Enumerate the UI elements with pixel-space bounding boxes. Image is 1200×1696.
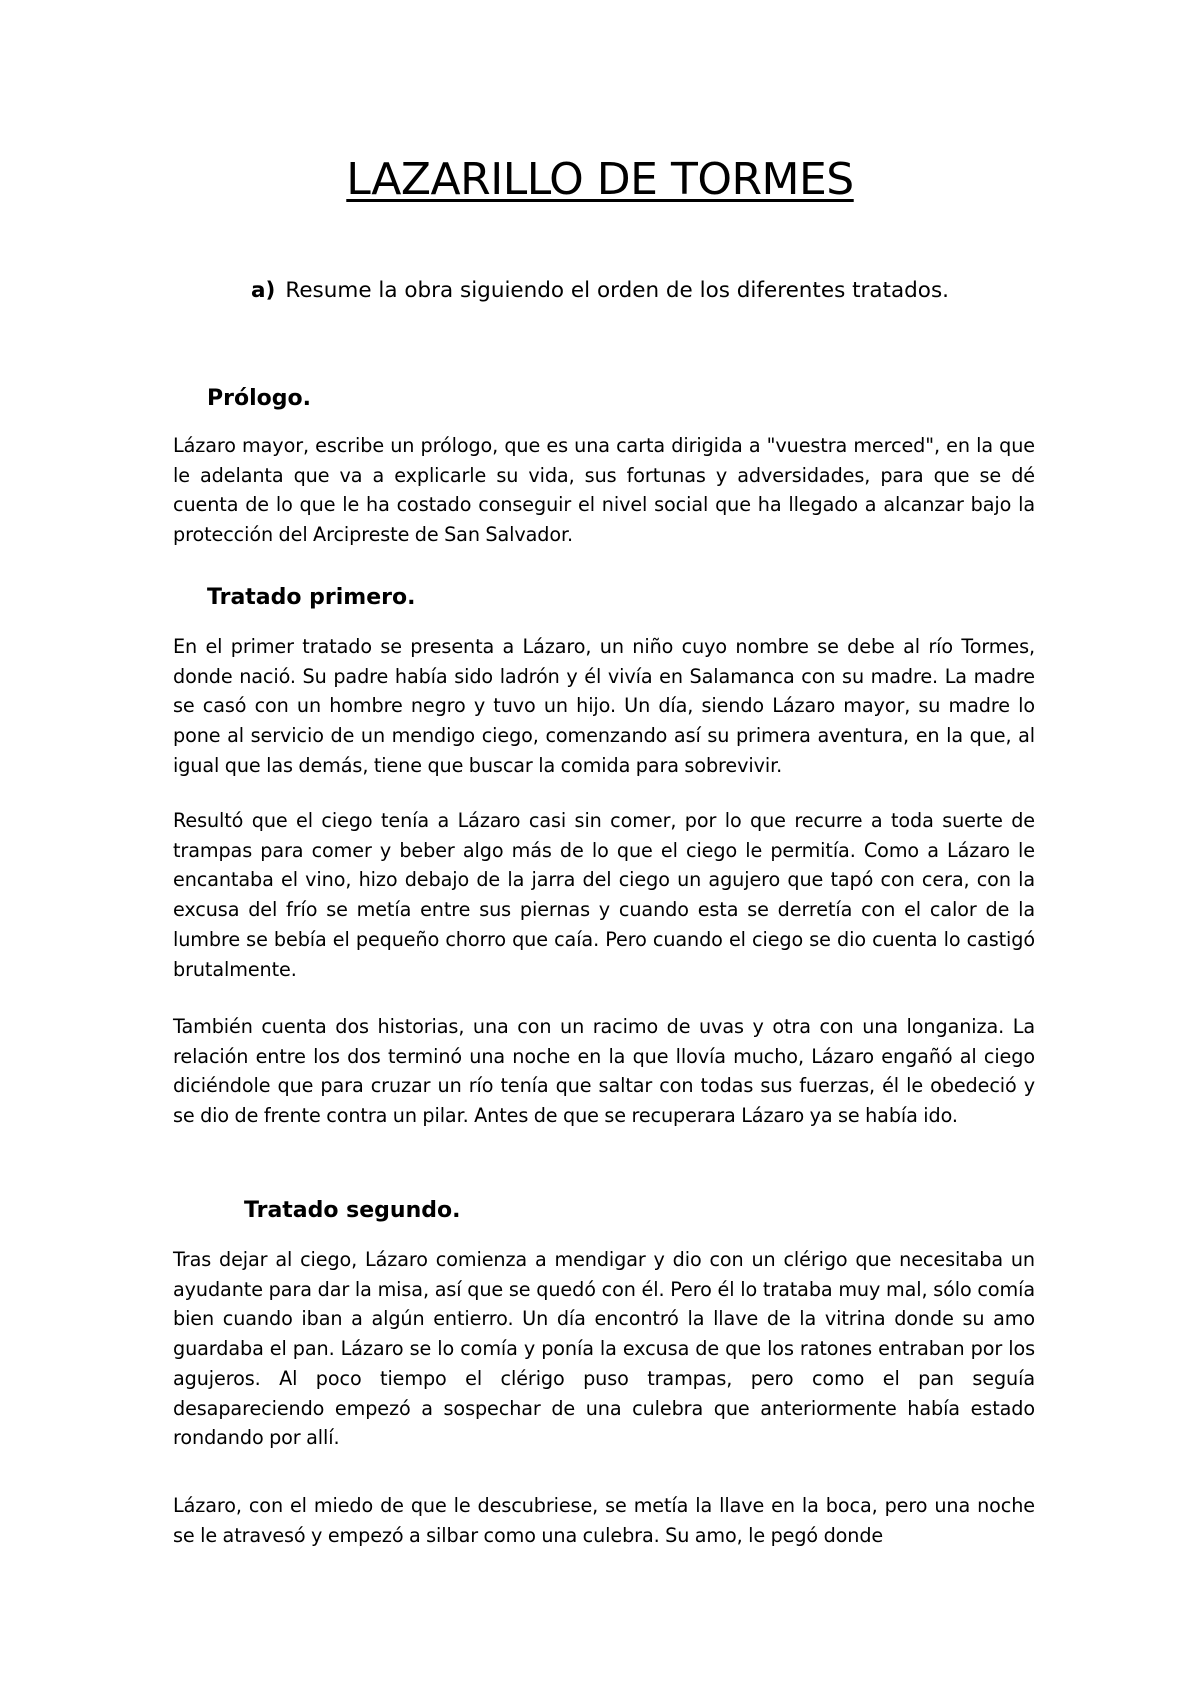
question-line — [0, 274, 1200, 308]
document-title: LAZARILLO DE TORMES — [346, 154, 854, 205]
paragraph-tratado-segundo-1: Tras dejar al ciego, Lázaro comienza a mendigar y dio con un clérigo que necesitaba un ayudante para dar la misa, así que se quedó con él. Pero él lo trataba muy mal, sólo comía bien cuando iban a algún entierro. Un día encontró la llave de la vitrina donde su amo guardaba el pan. Lázaro se lo comía y ponía la excusa de que los ratones entraban por los agujeros. Al poco tiempo el clérigo puso trampas, pero como el pan seguía desapareciendo empezó a sospechar de una culebra que anteriormente había estado rondando por allí. — [173, 1248, 1035, 1450]
question-text: Resume la obra siguiendo el orden de los diferentes tratados. — [285, 278, 949, 303]
paragraph-prologo: Lázaro mayor, escribe un prólogo, que es una carta dirigida a "vuestra merced", en la que le adelanta que va a explicarle su vida, sus fortunas y adversidades, para que se dé cuenta de lo que le ha costado conseguir el nivel social que ha llegado a alcanzar bajo la protección del Arcipreste de San Salvador. — [173, 434, 1035, 547]
paragraph-tratado-primero-2: Resultó que el ciego tenía a Lázaro casi sin comer, por lo que recurre a toda suerte de trampas para comer y beber algo más de lo que el ciego le permitía. Como a Lázaro le encantaba el vino, hizo debajo de la jarra del ciego un agujero que tapó con cera, con la excusa del frío se metía entre sus piernas y cuando esta se derretía con el calor de la lumbre se bebía el pequeño chorro que caía. Pero cuando el ciego se dio cuenta lo castigó brutalmente. — [173, 809, 1035, 981]
paragraph-tratado-segundo-2: Lázaro, con el miedo de que le descubriese, se metía la llave en la boca, pero una noche se le atravesó y empezó a silbar como una culebra. Su amo, le pegó donde — [173, 1494, 1035, 1547]
paragraph-tratado-primero-1: En el primer tratado se presenta a Lázaro, un niño cuyo nombre se debe al río Tormes, donde nació. Su padre había sido ladrón y él vivía en Salamanca con su madre. La madre se casó con un hombre negro y tuvo un hijo. Un día, siendo Lázaro mayor, su madre lo pone al servicio de un mendigo ciego, comenzando así su primera aventura, en la que, al igual que las demás, tiene que buscar la comida para sobrevivir. — [173, 635, 1035, 777]
question-marker: a) — [251, 278, 276, 303]
paragraph-tratado-primero-3: También cuenta dos historias, una con un racimo de uvas y otra con una longaniza. La relación entre los dos terminó una noche en la que llovía mucho, Lázaro engañó al ciego diciéndole que para cruzar un río tenía que saltar con todas sus fuerzas, él le obedeció y se dio de frente contra un pilar. Antes de que se recuperara Lázaro ya se había ido. — [173, 1015, 1035, 1128]
section-heading-prologo: Prólogo. — [207, 386, 311, 411]
section-heading-tratado-primero: Tratado primero. — [207, 585, 416, 610]
section-heading-tratado-segundo: Tratado segundo. — [244, 1198, 461, 1223]
